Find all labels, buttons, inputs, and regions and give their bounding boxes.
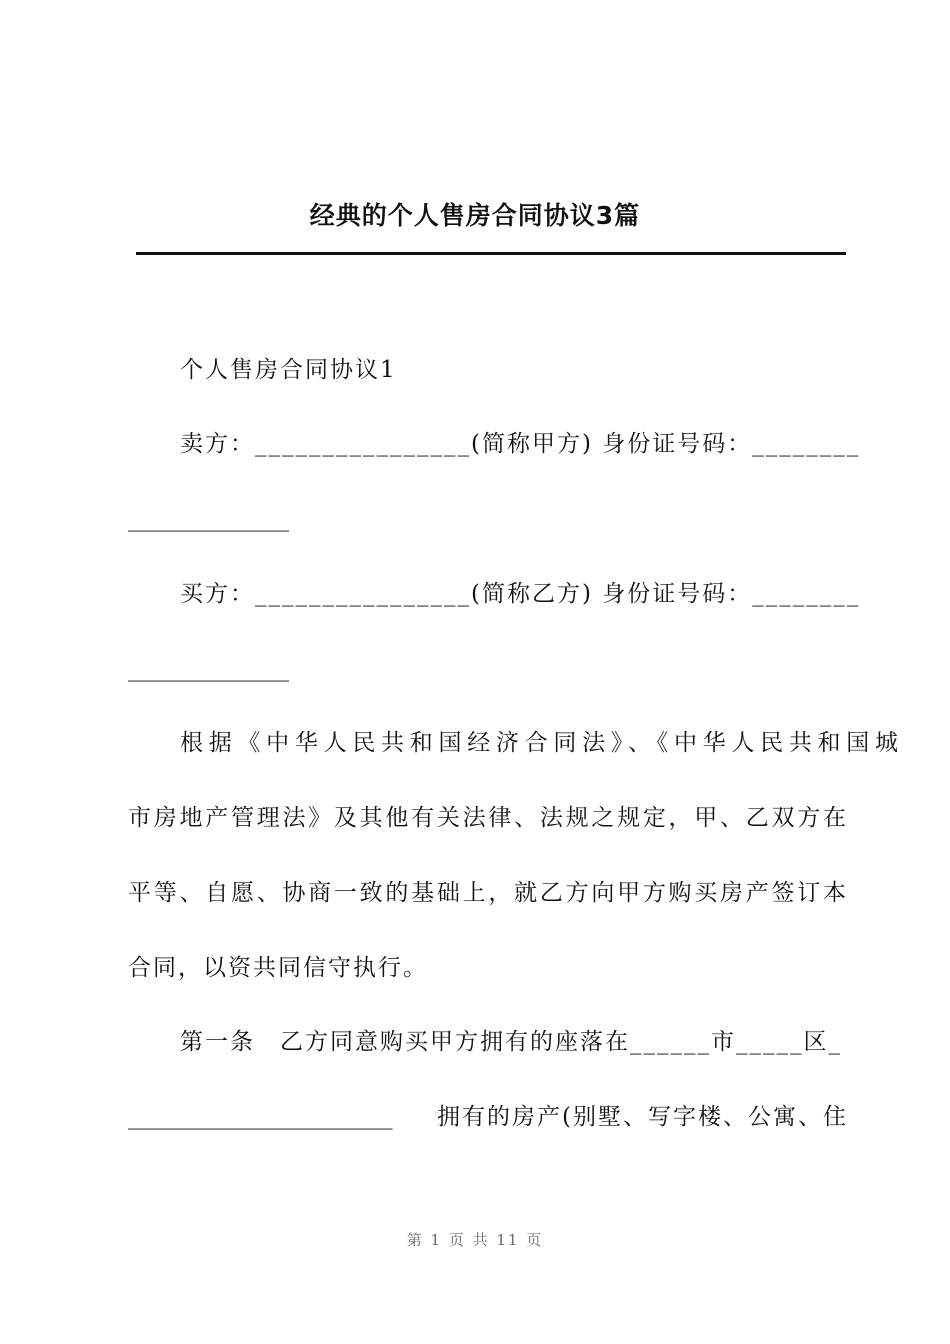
seller-line: 卖方：________________(简称甲方) 身份证号码：________ [180, 431, 861, 457]
address-blank: _______________________ [128, 1104, 393, 1130]
document-title: 经典的个人售房合同协议3篇 [309, 201, 641, 230]
buyer-line: 买方：________________(简称乙方) 身份证号码：________ [180, 581, 861, 607]
paragraph-line: 平等、自愿、协商一致的基础上，就乙方向甲方购买房产签订本 [128, 880, 848, 906]
title-underline [136, 252, 846, 255]
property-type-text: 拥有的房产(别墅、写字楼、公寓、住 [437, 1104, 848, 1130]
seller-id-blank: ______________ [128, 506, 289, 532]
paragraph-line: 市房地产管理法》及其他有关法律、法规之规定，甲、乙双方在 [128, 805, 848, 831]
paragraph-line: 根据《中华人民共和国经济合同法》、《中华人民共和国城 [180, 730, 900, 756]
article-one-line: 第一条 乙方同意购买甲方拥有的座落在______市_____区_ [180, 1029, 842, 1055]
buyer-id-blank: ______________ [128, 656, 289, 682]
paragraph-line: 合同，以资共同信守执行。 [128, 955, 428, 981]
contract-heading: 个人售房合同协议1 [180, 357, 397, 383]
page-footer: 第 1 页 共 11 页 [406, 1231, 544, 1249]
article-one-line-2 [128, 1102, 848, 1132]
